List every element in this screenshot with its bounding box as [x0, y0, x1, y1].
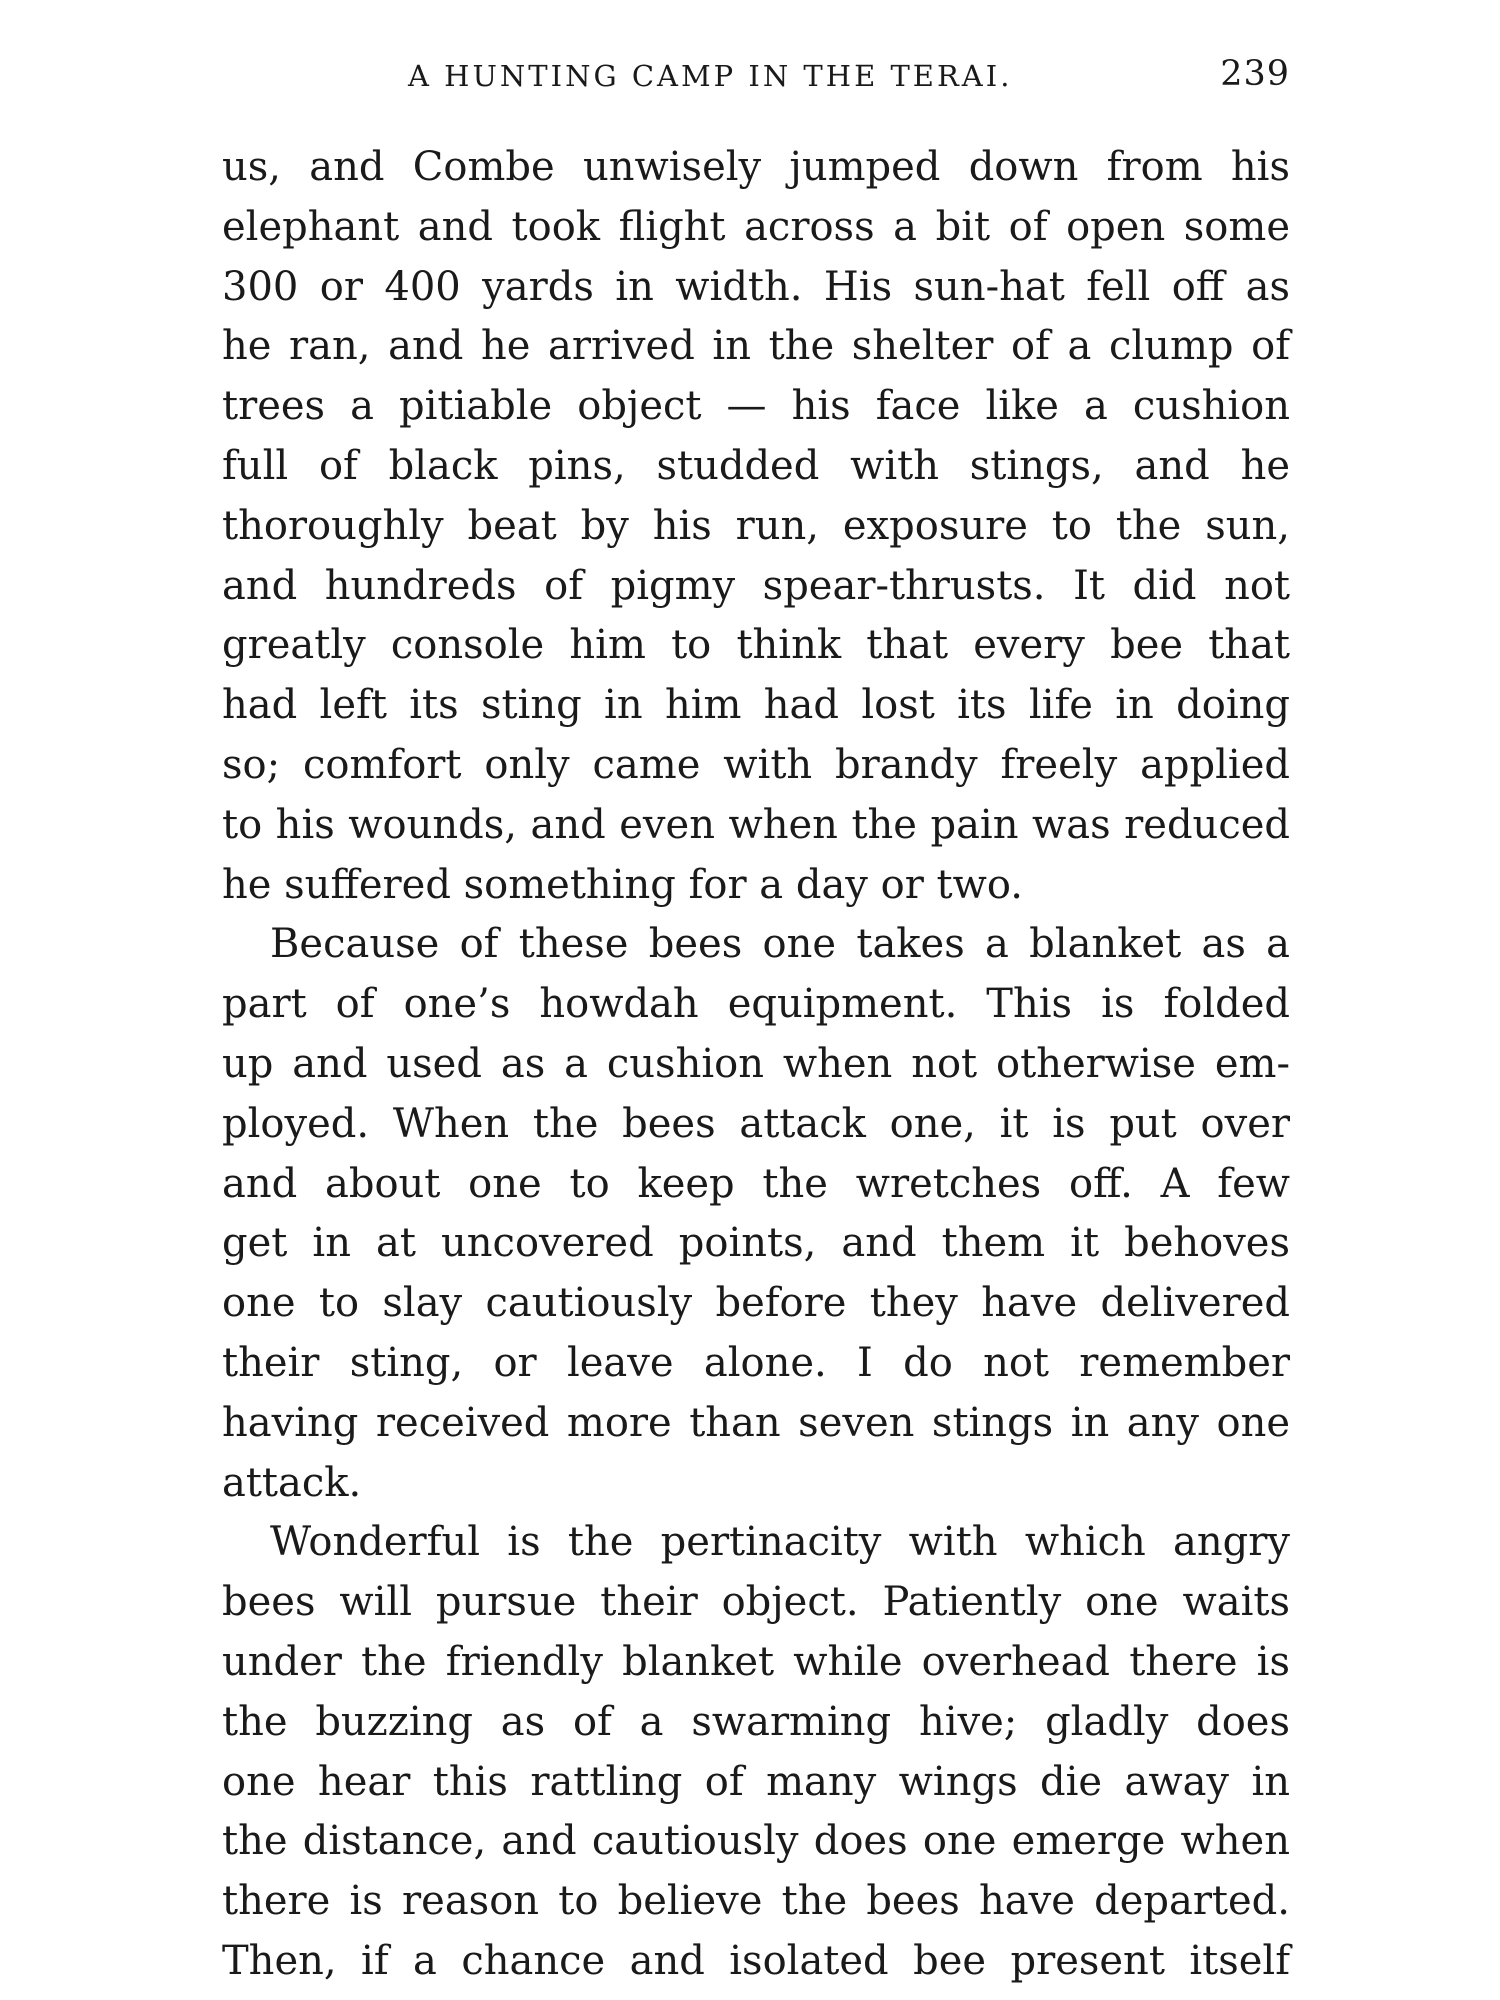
text-line: us, and Combe unwisely jumped down from his	[222, 144, 1290, 190]
text-line: he ran, and he arrived in the shelter of a clump of	[222, 323, 1290, 370]
text-line: attack.	[222, 1459, 362, 1506]
text-line: their sting, or leave alone. I do not remember	[222, 1339, 1290, 1386]
paragraph-2	[222, 915, 1290, 1513]
text-line: having received more than seven stings in any one	[222, 1399, 1290, 1446]
text-line: part of one’s howdah equipment. This is folded	[222, 981, 1290, 1028]
text-line: to his wounds, and even when the pain was reduced	[222, 801, 1290, 848]
page-header	[222, 50, 1290, 100]
text-line: elephant and took flight across a bit of open some	[222, 203, 1290, 250]
text-line: full of black pins, studded with stings, and he	[222, 442, 1290, 489]
paragraph-1	[222, 138, 1290, 915]
text-line: the buzzing as of a swarming hive; gladly does	[222, 1698, 1290, 1745]
text-line: greatly console him to think that every bee that	[222, 622, 1290, 669]
text-line: there is reason to believe the bees have departed.	[222, 1878, 1290, 1925]
text-line: bees will pursue their object. Patiently one waits	[222, 1579, 1290, 1626]
text-line: up and used as a cushion when not otherwise em-	[222, 1040, 1290, 1087]
text-line: and hundreds of pigmy spear-thrusts. It did not	[222, 562, 1290, 609]
text-line: thoroughly beat by his run, exposure to the sun,	[222, 502, 1290, 549]
body-text	[222, 138, 1290, 1992]
text-line: one hear this rattling of many wings die away in	[222, 1758, 1290, 1805]
text-line: had left its sting in him had lost its life in doing	[222, 682, 1290, 729]
text-line: Then, if a chance and isolated bee present itself	[222, 1937, 1290, 1984]
text-line: Because of these bees one takes a blanket as a	[270, 921, 1290, 968]
text-line: he suffered something for a day or two.	[222, 861, 1023, 908]
page-number: 239	[1220, 54, 1290, 94]
text-line: so; comfort only came with brandy freely applied	[222, 741, 1290, 788]
text-line: Wonderful is the pertinacity with which angry	[270, 1519, 1290, 1566]
running-head: A HUNTING CAMP IN THE TERAI.	[408, 59, 1013, 93]
paragraph-3	[222, 1513, 1290, 1991]
text-line: 300 or 400 yards in width. His sun-hat fell off as	[222, 263, 1290, 310]
text-line: ployed. When the bees attack one, it is put over	[222, 1100, 1290, 1147]
text-line: and about one to keep the wretches off. A few	[222, 1160, 1290, 1207]
text-line: one to slay cautiously before they have delivered	[222, 1280, 1290, 1327]
text-line: trees a pitiable object — his face like a cushion	[222, 383, 1290, 430]
text-line: get in at uncovered points, and them it behoves	[222, 1220, 1290, 1267]
text-line: under the friendly blanket while overhead there is	[222, 1638, 1290, 1685]
text-line: the distance, and cautiously does one emerge when	[222, 1818, 1290, 1865]
